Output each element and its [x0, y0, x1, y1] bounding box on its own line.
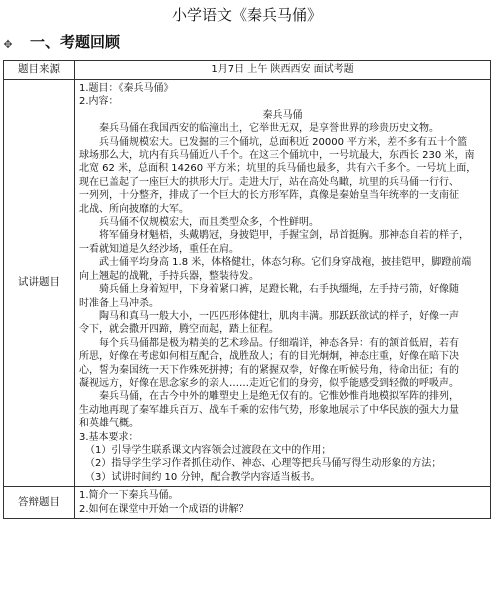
article-line: 一列列，十分整齐，排成了一个巨大的长方形军阵，真像是秦始皇当年统率的一支南征	[79, 190, 459, 202]
defense-content	[75, 487, 491, 519]
source-value: 1月7日 上午 陕西西安 面试考题	[75, 61, 491, 80]
article-line: 秦兵马俑在我国西安的临潼出土，它举世无双，是享誉世界的珍贵历史文物。	[99, 123, 439, 135]
article-line: 心，誓为秦国统一天下作殊死拼搏；有的紧握双拳，好像在听候号角，待命出征；有的	[79, 364, 459, 376]
article-line: 每个兵马俑都是极为精美的艺术珍品。仔细端详，神态各异：有的颔首低眉，若有	[99, 337, 459, 349]
page-title: 小学语文《秦兵马俑》	[171, 6, 322, 24]
exam-item-title: 1.题目：《秦兵马俑》	[79, 83, 174, 94]
requirement-item: （2）指导学生学习作者抓住动作、神态、心理等把兵马俑写得生动形象的方法；	[85, 458, 442, 470]
article-line: 北战、所向披靡的大军。	[79, 203, 189, 215]
label-defense: 答辩题目	[4, 487, 75, 519]
requirement-item: （3）试讲时间约 10 分钟，配合教学内容适当板书。	[85, 471, 321, 483]
requirement-item: （1）引导学生联系课文内容领会过渡段在文中的作用；	[85, 444, 332, 456]
section-heading: 一、考题回顾	[30, 33, 121, 51]
article-line: 兵马俑不仅规模宏大，而且类型众多，个性鲜明。	[99, 217, 319, 229]
article-line: 生动地再现了秦军雄兵百万、战车千乘的宏伟气势，形象地展示了中华民族的强大力量	[79, 404, 459, 416]
exam-table	[3, 60, 491, 519]
article-line: 兵马俑规模宏大。已发掘的三个俑坑，总面积近 20000 平方米，差不多有五十个篮	[99, 136, 468, 148]
table-row	[4, 80, 491, 487]
article-line: 时准备上马冲杀。	[79, 297, 159, 309]
requirements-list	[79, 444, 486, 484]
table-move-handle-icon[interactable]: ✥	[3, 38, 13, 51]
article-line: 武士俑平均身高 1.8 米，体格健壮，体态匀称。它们身穿战袍，披挂铠甲，脚蹬前端	[99, 257, 472, 269]
article-line: 凝视远方，好像在思念家乡的亲人……走近它们的身旁，似乎能感受到轻微的呼吸声。	[79, 377, 459, 389]
article-line: 向上翘起的战靴，手持兵器，整装待发。	[79, 270, 259, 282]
article-line: 球场那么大，坑内有兵马俑近八千个。在这三个俑坑中，一号坑最大，东西长 230 米，南	[79, 150, 475, 162]
article-line: 一看就知道是久经沙场，重任在肩。	[79, 243, 239, 255]
article-line: 和英雄气概。	[79, 418, 139, 430]
article-body	[79, 122, 486, 430]
exam-item-content: 2.内容：	[79, 96, 119, 108]
defense-question: 2.如何在课堂中开始一个成语的讲解？	[79, 503, 249, 515]
label-source: 题目来源	[4, 61, 75, 80]
article-line: 秦兵马俑，在古今中外的雕塑史上是绝无仅有的。它惟妙惟肖地模拟军阵的排列，	[99, 391, 459, 403]
table-row	[4, 487, 491, 519]
exam-content	[75, 80, 491, 487]
article-line: 陶马和真马一般大小，一匹匹形体健壮，肌肉丰满。那跃跃欲试的样子，好像一声	[99, 310, 459, 322]
article-line: 北宽 62 米，总面积 14260 平方米；坑里的兵马俑也最多，共有六千多个。一号坑上面，	[79, 163, 477, 175]
article-line: 将军俑身材魁梧，头戴鹖冠，身披铠甲，手握宝剑，昂首挺胸。那神态自若的样子，	[99, 230, 469, 242]
article-title: 秦兵马俑	[262, 109, 303, 121]
exam-item-requirements: 3.基本要求：	[79, 431, 139, 443]
article-line: 现在已盖起了一座巨大的拱形大厅。走进大厅，站在高处鸟瞰，坑里的兵马俑一行行、	[79, 176, 459, 188]
defense-question: 1.简介一下秦兵马俑。	[79, 490, 179, 502]
article-line: 所思，好像在考虑如何相互配合，战胜敌人；有的目光炯炯，神态庄重，好像在暗下决	[79, 351, 459, 363]
table-row	[4, 61, 491, 80]
label-exam: 试讲题目	[4, 80, 75, 487]
article-line: 令下，就会撒开四蹄，腾空而起，踏上征程。	[79, 324, 279, 336]
article-line: 骑兵俑上身着短甲，下身着紧口裤，足蹬长靴，右手执缰绳，左手持弓箭，好像随	[99, 284, 459, 296]
